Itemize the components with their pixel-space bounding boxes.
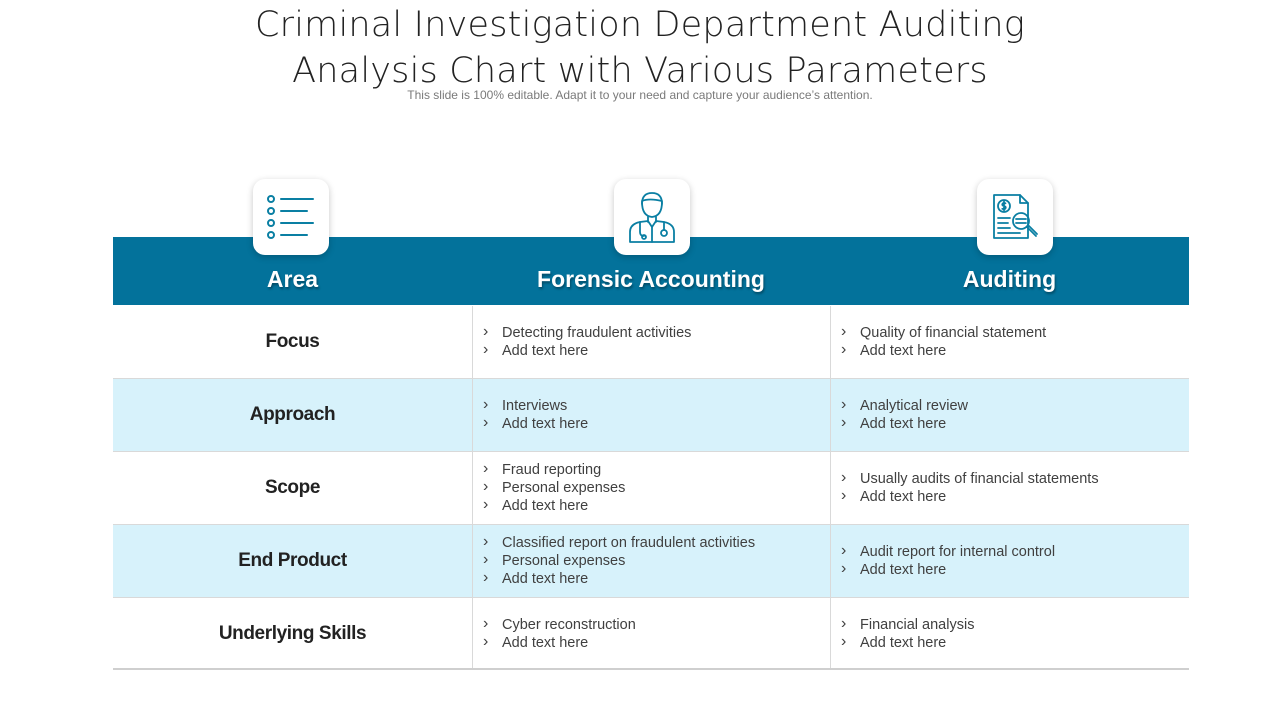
slide-subtitle: This slide is 100% editable. Adapt it to your need and capture your audience’s attention.: [407, 88, 873, 102]
header-auditing: Auditing: [962, 266, 1057, 292]
bullet-list: [473, 379, 830, 451]
auditing-icon-card: [977, 179, 1053, 255]
bullet-item: › Interviews: [502, 397, 830, 415]
financial-document-search-icon: [990, 192, 1040, 242]
table-row-scope: [113, 452, 1189, 525]
forensic-cell: [472, 525, 830, 597]
bullet-list: [831, 379, 1189, 451]
slide-title-line-1: Criminal Investigation Department Auditing: [255, 5, 1025, 45]
bullet-list: [473, 598, 830, 670]
bullet-item: › Personal expenses: [502, 479, 830, 497]
bullet-item: › Cyber reconstruction: [502, 616, 830, 634]
bullet-item: › Add text here: [502, 497, 830, 515]
row-label: Scope: [264, 477, 321, 498]
area-icon-card: [253, 179, 329, 255]
forensic-accounting-icon-card: [614, 179, 690, 255]
bullet-item: › Personal expenses: [502, 552, 830, 570]
bullet-list: [831, 525, 1189, 597]
row-label: Approach: [249, 404, 336, 425]
bullet-item: › Add text here: [860, 415, 1189, 433]
header-forensic-accounting: Forensic Accounting: [537, 266, 765, 292]
header-area: Area: [266, 266, 319, 292]
auditing-cell: [830, 598, 1189, 670]
forensic-cell: [472, 452, 830, 524]
table-row-underlying-skills: [113, 598, 1189, 671]
bullet-item: › Add text here: [502, 342, 830, 360]
bullet-list: [831, 598, 1189, 670]
table-row-end-product: [113, 525, 1189, 598]
bullet-item: › Detecting fraudulent activities: [502, 324, 830, 342]
bullet-list: [831, 306, 1189, 378]
bullet-item: › Usually audits of financial statements: [860, 470, 1189, 488]
bullet-list: [473, 452, 830, 524]
forensic-cell: [472, 379, 830, 451]
bullet-item: › Add text here: [860, 634, 1189, 652]
bullet-item: › Fraud reporting: [502, 461, 830, 479]
auditing-cell: [830, 525, 1189, 597]
bullet-item: › Add text here: [502, 415, 830, 433]
slide-title: [0, 2, 1280, 94]
bullet-item: › Financial analysis: [860, 616, 1189, 634]
bullet-item: › Add text here: [502, 570, 830, 588]
bullet-item: › Analytical review: [860, 397, 1189, 415]
forensic-cell: [472, 306, 830, 378]
row-label: End Product: [238, 550, 347, 571]
bullet-item: › Add text here: [860, 561, 1189, 579]
slide-title-line-2: Analysis Chart with Various Parameters: [292, 51, 988, 91]
table-bottom-border: [113, 668, 1189, 670]
bullet-item: › Classified report on fraudulent activities: [502, 534, 830, 552]
table-row-focus: [113, 306, 1189, 379]
bullet-item: › Add text here: [860, 342, 1189, 360]
bullet-list: [473, 306, 830, 378]
forensic-cell: [472, 598, 830, 670]
bullet-list: [831, 452, 1189, 524]
bullet-list: [473, 525, 830, 597]
bullet-item: › Quality of financial statement: [860, 324, 1189, 342]
auditing-cell: [830, 379, 1189, 451]
auditing-cell: [830, 306, 1189, 378]
row-label: Underlying Skills: [218, 623, 367, 644]
list-icon: [265, 193, 317, 241]
doctor-icon: [627, 190, 677, 244]
auditing-cell: [830, 452, 1189, 524]
bullet-item: › Add text here: [502, 634, 830, 652]
bullet-item: › Audit report for internal control: [860, 543, 1189, 561]
bullet-item: › Add text here: [860, 488, 1189, 506]
row-label: Focus: [265, 331, 320, 352]
table-row-approach: [113, 379, 1189, 452]
